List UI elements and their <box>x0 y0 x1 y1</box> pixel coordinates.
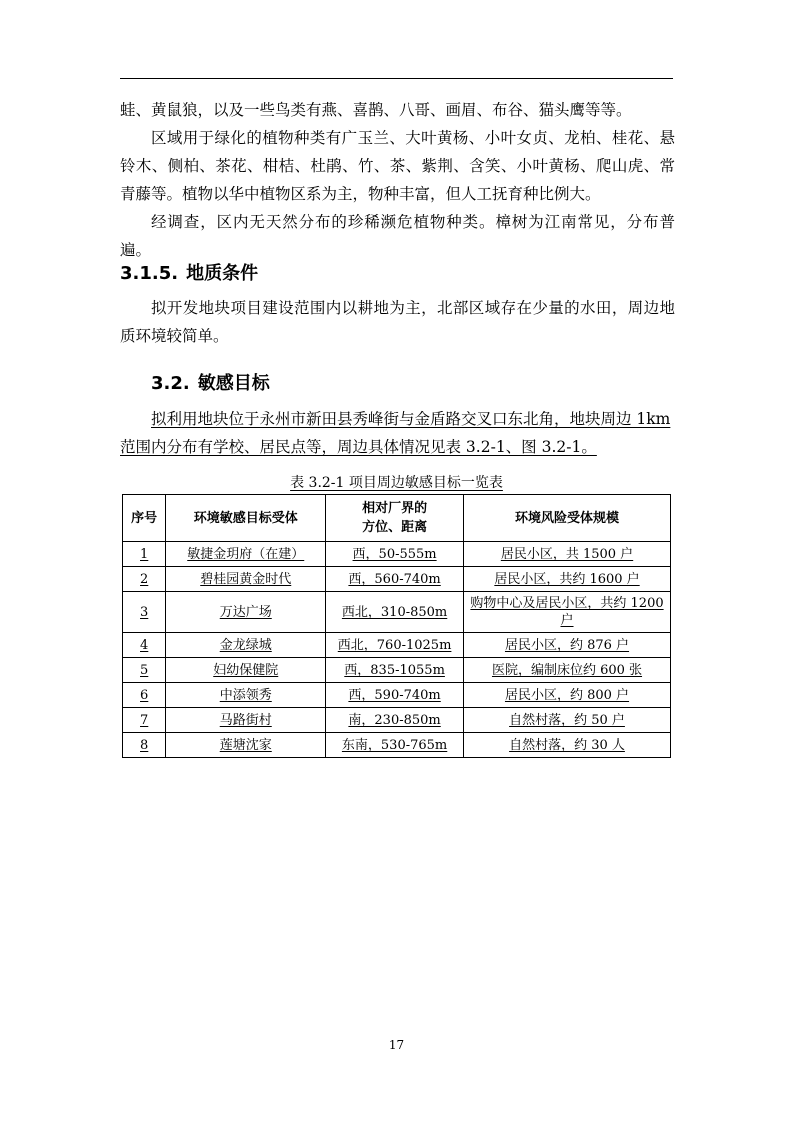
cell-no <box>123 567 166 592</box>
cell-position-text: 南，230-850m <box>348 712 441 728</box>
heading-geology <box>120 259 258 285</box>
cell-no-text: 8 <box>140 737 149 753</box>
heading-sensitive-title: 敏感目标 <box>197 373 270 394</box>
cell-position-text: 西北，760-1025m <box>337 637 452 653</box>
cell-position <box>326 733 464 758</box>
cell-name <box>166 633 326 658</box>
table-row <box>123 542 671 567</box>
table-row <box>123 633 671 658</box>
cell-no <box>123 633 166 658</box>
paragraph-fauna: 蛙、黄鼠狼，以及一些鸟类有燕、喜鹊、八哥、画眉、布谷、猫头鹰等等。 <box>120 101 632 119</box>
cell-no <box>123 708 166 733</box>
heading-sensitive-targets <box>151 369 270 395</box>
cell-position <box>326 567 464 592</box>
heading-geology-number: 3.1.5. <box>120 263 179 284</box>
table-row <box>123 708 671 733</box>
cell-scale <box>464 567 671 592</box>
paragraph-plants: 区域用于绿化的植物种类有广玉兰、大叶黄杨、小叶女贞、龙柏、桂花、悬铃木、侧柏、茶花、柑桔、杜鹃、竹、茶、紫荆、含笑、小叶黄杨、爬山虎、常青藤等。植物以华中植物区系为主，物种丰富，但人工抚育种比例大。 <box>120 129 675 203</box>
cell-scale-text: 自然村落，约 50 户 <box>509 712 625 728</box>
cell-no-text: 2 <box>140 571 149 587</box>
cell-scale <box>464 658 671 683</box>
cell-no-text: 1 <box>140 546 149 562</box>
cell-position-text: 西，50-555m <box>352 546 437 562</box>
table-row <box>123 683 671 708</box>
header-rule <box>120 78 673 79</box>
cell-position <box>326 633 464 658</box>
sensitive-targets-table <box>122 494 671 758</box>
table-row <box>123 658 671 683</box>
table-caption: 表 3.2-1 项目周边敏感目标一览表 <box>290 475 503 491</box>
cell-scale <box>464 683 671 708</box>
cell-scale-text: 医院，编制床位约 600 张 <box>491 662 643 678</box>
paragraph-location <box>120 405 675 461</box>
heading-geology-title: 地质条件 <box>186 263 259 284</box>
cell-no <box>123 733 166 758</box>
table-header-row <box>123 495 671 542</box>
header-position-line1: 相对厂界的 <box>362 501 428 516</box>
cell-no-text: 6 <box>140 687 149 703</box>
cell-scale-text: 居民小区，共 1500 户 <box>500 546 634 562</box>
cell-no-text: 3 <box>140 604 149 620</box>
cell-position <box>326 592 464 633</box>
cell-scale <box>464 633 671 658</box>
cell-name <box>166 567 326 592</box>
cell-position <box>326 542 464 567</box>
cell-no <box>123 542 166 567</box>
cell-scale-text: 购物中心及居民小区，共约 1200 户 <box>470 596 664 628</box>
cell-no-text: 5 <box>140 662 149 678</box>
cell-scale <box>464 592 671 633</box>
cell-position <box>326 708 464 733</box>
cell-scale-text: 自然村落，约 30 人 <box>509 737 625 753</box>
cell-name-text: 妇幼保健院 <box>213 662 279 678</box>
cell-scale-text: 居民小区，约 800 户 <box>504 687 630 703</box>
paragraph-rare-plants: 经调查，区内无天然分布的珍稀濒危植物种类。樟树为江南常见，分布普遍。 <box>120 213 675 259</box>
cell-position-text: 东南，530-765m <box>341 737 448 753</box>
paragraph-geology: 拟开发地块项目建设范围内以耕地为主，北部区域存在少量的水田，周边地质环境较简单。 <box>120 299 675 345</box>
cell-name-text: 中添领秀 <box>219 687 272 703</box>
cell-scale <box>464 542 671 567</box>
table-row <box>123 733 671 758</box>
cell-name-text: 碧桂园黄金时代 <box>200 571 292 587</box>
cell-scale-text: 居民小区，共约 1600 户 <box>494 571 640 587</box>
header-position-line2: 方位、距离 <box>362 520 428 535</box>
cell-no <box>123 683 166 708</box>
cell-name-text: 莲塘沈家 <box>219 737 272 753</box>
cell-position-text: 西，560-740m <box>348 571 441 587</box>
table-row <box>123 592 671 633</box>
cell-position <box>326 683 464 708</box>
paragraph-location-text: 拟利用地块位于永州市新田县秀峰街与金盾路交叉口东北角，地块周边 1km 范围内分布有学校、居民点等，周边具体情况见表 3.2-1、图 3.2-1。 <box>120 410 671 456</box>
cell-name-text: 马路街村 <box>219 712 272 728</box>
cell-scale <box>464 708 671 733</box>
cell-name <box>166 592 326 633</box>
header-no: 序号 <box>123 495 166 542</box>
page-number: 17 <box>388 1038 405 1052</box>
cell-name <box>166 733 326 758</box>
cell-scale <box>464 733 671 758</box>
cell-name <box>166 658 326 683</box>
cell-name <box>166 708 326 733</box>
header-position <box>326 495 464 542</box>
table-row <box>123 567 671 592</box>
cell-position-text: 西，590-740m <box>348 687 441 703</box>
cell-position-text: 西，835-1055m <box>344 662 445 678</box>
cell-position <box>326 658 464 683</box>
cell-scale-text: 居民小区，约 876 户 <box>504 637 630 653</box>
header-scale: 环境风险受体规模 <box>464 495 671 542</box>
cell-name-text: 敏捷金玥府（在建） <box>187 546 305 562</box>
heading-sensitive-number: 3.2. <box>151 373 190 394</box>
header-name: 环境敏感目标受体 <box>166 495 326 542</box>
cell-name-text: 金龙绿城 <box>219 637 272 653</box>
cell-position-text: 西北，310-850m <box>341 604 448 620</box>
cell-no <box>123 658 166 683</box>
cell-no-text: 4 <box>140 637 149 653</box>
cell-no-text: 7 <box>140 712 149 728</box>
cell-name <box>166 542 326 567</box>
cell-name <box>166 683 326 708</box>
cell-no <box>123 592 166 633</box>
cell-name-text: 万达广场 <box>219 604 272 620</box>
